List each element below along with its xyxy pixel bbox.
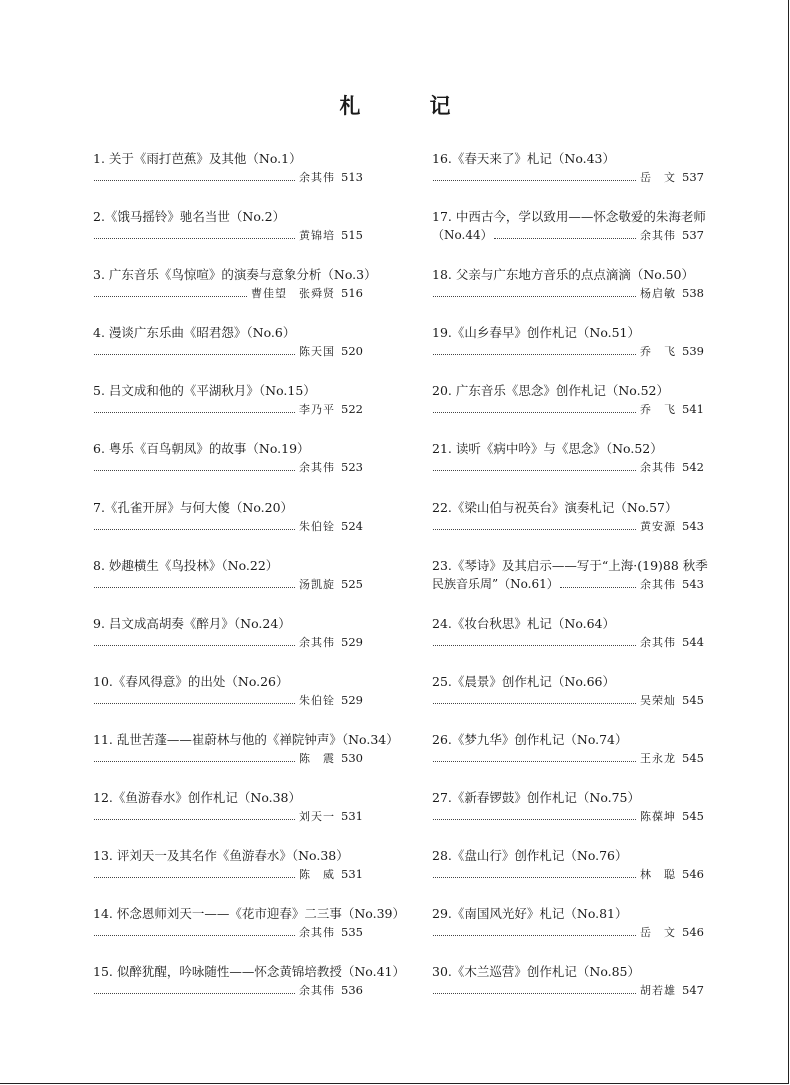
toc-entry-page-number: 524 <box>341 518 363 533</box>
toc-entry-title: 8. 妙趣横生《鸟投林》（No.22） <box>93 557 279 573</box>
toc-entry[interactable] <box>93 440 363 498</box>
toc-entry[interactable] <box>93 266 377 324</box>
toc-entry[interactable] <box>432 905 704 963</box>
toc-entry-page-number: 544 <box>682 634 704 649</box>
toc-entry-page-number: 546 <box>682 867 704 882</box>
dot-leader <box>94 935 295 936</box>
toc-entry[interactable] <box>432 324 704 382</box>
toc-entry-author: 吴荣灿 <box>640 693 676 707</box>
toc-entry-title: 12.《鱼游春水》创作札记（No.38） <box>93 790 302 806</box>
toc-column-right <box>432 150 708 1021</box>
toc-entry-title-continuation: 民族音乐周”（No.61） <box>432 576 559 591</box>
toc-entry[interactable] <box>432 963 704 1021</box>
toc-entry-author: 岳 文 <box>640 171 676 184</box>
toc-leader-line <box>93 343 363 360</box>
toc-leader-line <box>432 924 704 941</box>
toc-leader-line <box>432 169 704 186</box>
dot-leader <box>494 238 636 239</box>
toc-entry-page-number: 525 <box>341 576 363 591</box>
toc-entry-author: 曹佳望 张舜贤 <box>251 287 335 301</box>
toc-entry-page-number: 545 <box>682 750 704 765</box>
dot-leader <box>94 819 295 820</box>
toc-entry[interactable] <box>432 557 708 615</box>
toc-entry-title: 4. 漫谈广东乐曲《昭君怨》（No.6） <box>93 325 296 341</box>
dot-leader <box>433 935 636 936</box>
toc-entry-title: 2.《饿马摇铃》驰名当世（No.2） <box>93 209 286 225</box>
toc-entry-author: 陈 威 <box>299 868 335 882</box>
toc-entry-author: 余其伟 <box>299 171 335 184</box>
toc-entry-author: 汤凯旋 <box>299 577 335 591</box>
toc-entry-title: 10.《春风得意》的出处（No.26） <box>93 673 289 689</box>
toc-entry-page-number: 546 <box>682 925 704 940</box>
dot-leader <box>560 587 636 588</box>
toc-entry[interactable] <box>432 266 704 324</box>
toc-entry-title: 27.《新春锣鼓》创作札记（No.75） <box>432 790 641 806</box>
toc-entry-page-number: 536 <box>341 983 363 998</box>
dot-leader <box>433 296 636 297</box>
toc-entry-title: 13. 评刘天一及其名作《鱼游春水》（No.38） <box>93 848 349 864</box>
toc-leader-line <box>432 518 704 535</box>
toc-leader-line <box>432 459 704 476</box>
toc-entry-page-number: 543 <box>682 576 704 591</box>
toc-leader-line <box>432 982 704 999</box>
toc-entry[interactable] <box>432 847 704 905</box>
toc-entry-page-number: 531 <box>341 809 363 824</box>
toc-entry-page-number: 542 <box>682 460 704 475</box>
toc-leader-line <box>432 343 704 360</box>
dot-leader <box>433 703 636 704</box>
toc-entry[interactable] <box>93 673 363 731</box>
toc-leader-line <box>93 169 363 186</box>
toc-leader-line <box>93 227 363 244</box>
toc-entry-title: 11. 乱世苦蓬——崔蔚林与他的《禅院钟声》（No.34） <box>93 731 399 747</box>
toc-entry-page-number: 529 <box>341 692 363 707</box>
toc-entry[interactable] <box>93 905 405 963</box>
toc-entry[interactable] <box>432 789 704 847</box>
toc-entry-author: 余其伟 <box>299 635 335 649</box>
toc-entry-title: 22.《梁山伯与祝英台》演奏札记（No.57） <box>432 499 678 515</box>
toc-entry-page-number: 539 <box>682 344 704 359</box>
toc-entry-title: 14. 怀念恩师刘天一——《花市迎春》二三事（No.39） <box>93 906 405 922</box>
dot-leader <box>94 529 295 530</box>
toc-entry-title: 17. 中西古今，学以致用——怀念敬爱的朱海老师 <box>432 209 706 225</box>
toc-leader-line <box>432 227 704 244</box>
toc-entry-title: 29.《南国风光好》札记（No.81） <box>432 906 628 922</box>
toc-entry-page-number: 543 <box>682 518 704 533</box>
toc-leader-line <box>93 285 363 302</box>
toc-entry-title: 25.《晨景》创作札记（No.66） <box>432 673 616 689</box>
toc-entry-author: 李乃平 <box>299 403 335 417</box>
toc-entry-author: 余其伟 <box>640 577 676 591</box>
toc-entry[interactable] <box>432 382 704 440</box>
dot-leader <box>433 645 636 646</box>
dot-leader <box>94 470 295 471</box>
toc-entry-author: 余其伟 <box>299 984 335 998</box>
toc-entry-page-number: 545 <box>682 692 704 707</box>
dot-leader <box>94 587 295 588</box>
toc-column-left <box>93 150 405 1021</box>
dot-leader <box>94 761 295 762</box>
toc-entry-author: 乔 飞 <box>640 403 676 417</box>
toc-entry-title: 6. 粤乐《百鸟朝凤》的故事（No.19） <box>93 441 310 457</box>
toc-entry[interactable] <box>93 615 363 673</box>
toc-entry-page-number: 541 <box>682 402 704 417</box>
toc-entry-page-number: 531 <box>341 867 363 882</box>
toc-leader-line <box>432 285 704 302</box>
toc-entry-title: 28.《盘山行》创作札记（No.76） <box>432 848 628 864</box>
page-title: 札 记 <box>339 93 475 118</box>
toc-entry-author: 黄锦培 <box>299 229 335 243</box>
toc-entry[interactable] <box>432 499 704 557</box>
toc-entry-author: 余其伟 <box>640 635 676 649</box>
toc-entry-author: 林 聪 <box>640 868 676 882</box>
toc-entry-title: 3. 广东音乐《鸟惊喧》的演奏与意象分析（No.3） <box>93 267 377 283</box>
toc-leader-line <box>93 808 363 825</box>
toc-entry[interactable] <box>432 150 704 208</box>
dot-leader <box>433 761 636 762</box>
toc-leader-line <box>93 518 363 535</box>
toc-entry-author: 岳 文 <box>640 926 676 940</box>
toc-entry-title: 15. 似醉犹醒，吟咏随性——怀念黄锦培教授（No.41） <box>93 964 405 980</box>
toc-entry-page-number: 538 <box>682 286 704 301</box>
toc-entry-title: 26.《梦九华》创作札记（No.74） <box>432 731 628 747</box>
dot-leader <box>94 180 295 181</box>
toc-entry-title: 24.《妆台秋思》札记（No.64） <box>432 615 616 631</box>
toc-leader-line <box>93 924 363 941</box>
toc-entry-author: 陈 震 <box>299 751 335 765</box>
toc-entry-title-continuation: （No.44） <box>432 228 493 243</box>
toc-leader-line <box>432 692 704 709</box>
dot-leader <box>433 819 636 820</box>
toc-leader-line <box>93 576 363 593</box>
toc-entry[interactable] <box>93 382 363 440</box>
toc-entry-author: 余其伟 <box>299 461 335 475</box>
toc-entry[interactable] <box>93 963 405 1021</box>
dot-leader <box>94 703 295 704</box>
toc-entry-page-number: 535 <box>341 925 363 940</box>
toc-entry-author: 余其伟 <box>640 229 676 243</box>
toc-entry-author: 黄安源 <box>640 519 676 533</box>
toc-entry[interactable] <box>432 731 704 789</box>
toc-leader-line <box>432 576 704 593</box>
toc-entry-author: 刘天一 <box>299 810 335 824</box>
toc-entry-title: 18. 父亲与广东地方音乐的点点滴滴（No.50） <box>432 267 694 283</box>
toc-entry-title: 20. 广东音乐《思念》创作札记（No.52） <box>432 383 669 399</box>
toc-entry-author: 杨启敏 <box>640 287 676 301</box>
toc-entry-page-number: 537 <box>682 228 704 243</box>
toc-entry[interactable] <box>93 324 363 382</box>
toc-entry-author: 朱伯铨 <box>299 693 335 707</box>
dot-leader <box>433 993 636 994</box>
toc-entry-author: 乔 飞 <box>640 345 676 359</box>
toc-entry-author: 余其伟 <box>640 461 676 475</box>
toc-entry-title: 19.《山乡春早》创作札记（No.51） <box>432 325 641 341</box>
dot-leader <box>94 238 295 239</box>
toc-entry-page-number: 516 <box>341 286 363 301</box>
toc-leader-line <box>432 808 704 825</box>
toc-entry-author: 陈葆坤 <box>640 810 676 824</box>
dot-leader <box>433 877 636 878</box>
toc-entry-title: 30.《木兰巡营》创作札记（No.85） <box>432 964 641 980</box>
toc-entry-page-number: 522 <box>341 402 363 417</box>
toc-entry[interactable] <box>93 557 363 615</box>
toc-leader-line <box>93 401 363 418</box>
toc-entry-page-number: 515 <box>341 228 363 243</box>
toc-entry[interactable] <box>93 789 363 847</box>
toc-entry[interactable] <box>93 150 363 208</box>
toc-entry-page-number: 545 <box>682 809 704 824</box>
toc-entry-title: 7.《孔雀开屏》与何大傻（No.20） <box>93 499 294 515</box>
dot-leader <box>433 470 636 471</box>
toc-entry-page-number: 547 <box>682 983 704 998</box>
toc-entry-page-number: 537 <box>682 170 704 184</box>
toc-entry-author: 朱伯铨 <box>299 519 335 533</box>
toc-entry[interactable] <box>93 731 399 789</box>
toc-leader-line <box>93 692 363 709</box>
dot-leader <box>433 180 636 181</box>
toc-leader-line <box>93 866 363 883</box>
toc-entry[interactable] <box>93 499 363 557</box>
toc-entry-page-number: 529 <box>341 634 363 649</box>
toc-leader-line <box>93 750 363 767</box>
toc-entry[interactable] <box>432 440 704 498</box>
dot-leader <box>94 296 247 297</box>
toc-entry-author: 余其伟 <box>299 926 335 940</box>
dot-leader <box>94 412 295 413</box>
dot-leader <box>433 412 636 413</box>
toc-entry-author: 胡若雄 <box>640 984 676 998</box>
dot-leader <box>94 354 295 355</box>
toc-leader-line <box>93 459 363 476</box>
toc-leader-line <box>93 982 363 999</box>
dot-leader <box>94 645 295 646</box>
toc-entry-title: 1. 关于《雨打芭蕉》及其他（No.1） <box>93 151 302 166</box>
toc-leader-line <box>432 866 704 883</box>
toc-leader-line <box>432 401 704 418</box>
toc-leader-line <box>93 634 363 651</box>
dot-leader <box>433 354 636 355</box>
dot-leader <box>94 877 295 878</box>
toc-entry[interactable] <box>432 208 704 266</box>
dot-leader <box>94 993 295 994</box>
toc-entry[interactable] <box>93 847 363 905</box>
toc-entry-title: 9. 吕文成高胡奏《醉月》（No.24） <box>93 615 291 631</box>
toc-entry-author: 王永龙 <box>640 751 676 765</box>
toc-entry-title: 16.《春天来了》札记（No.43） <box>432 151 616 166</box>
toc-entry-page-number: 523 <box>341 460 363 475</box>
toc-entry-page-number: 530 <box>341 750 363 765</box>
toc-leader-line <box>432 634 704 651</box>
toc-entry-page-number: 513 <box>341 170 363 184</box>
toc-entry[interactable] <box>432 673 704 731</box>
toc-entry[interactable] <box>432 615 704 673</box>
toc-entry-title: 21. 读听《病中吟》与《思念》（No.52） <box>432 441 663 457</box>
toc-entry-title: 5. 吕文成和他的《平湖秋月》（No.15） <box>93 383 316 399</box>
toc-leader-line <box>432 750 704 767</box>
toc-entry-page-number: 520 <box>341 344 363 359</box>
dot-leader <box>433 529 636 530</box>
toc-entry-author: 陈天国 <box>299 345 335 359</box>
toc-entry-title: 23.《琴诗》及其启示——写于“上海·(19)88 秋季 <box>432 557 708 573</box>
toc-entry[interactable] <box>93 208 363 266</box>
